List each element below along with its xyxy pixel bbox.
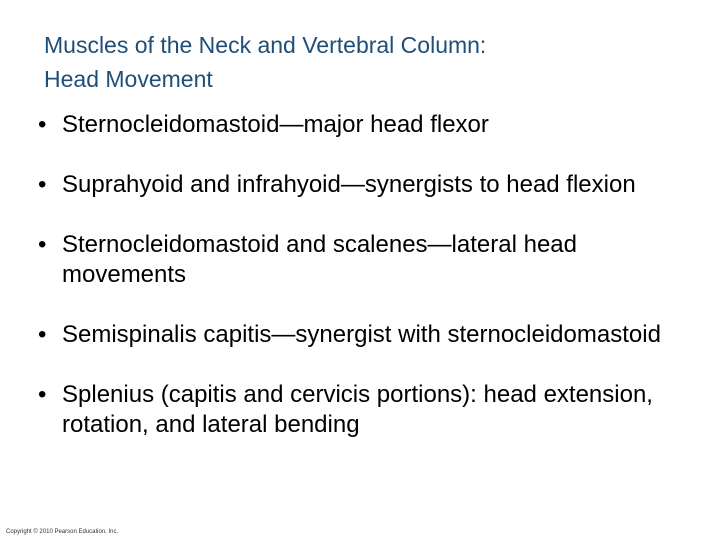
bullet-dot-icon: • [38, 111, 47, 138]
bullet-dot-icon: • [38, 231, 47, 258]
slide-title [44, 28, 684, 96]
bullet-text: Sternocleidomastoid and scalenes—lateral head movements [62, 231, 577, 288]
bullet-dot-icon: • [38, 321, 47, 348]
bullet-dot-icon: • [38, 381, 47, 408]
bullet-text: Semispinalis capitis—synergist with sternocleidomastoid [62, 321, 661, 348]
bullet-item [38, 110, 678, 140]
bullet-text: Sternocleidomastoid—major head flexor [62, 111, 489, 138]
copyright-notice: Copyright © 2010 Pearson Education, Inc. [6, 529, 119, 535]
bullet-text: Suprahyoid and infrahyoid—synergists to head flexion [62, 171, 636, 198]
bullet-dot-icon: • [38, 171, 47, 198]
bullet-item [38, 170, 678, 200]
slide-title-line-2: Head Movement [44, 66, 213, 92]
slide-title-line-1: Muscles of the Neck and Vertebral Column: [44, 32, 487, 58]
bullet-item [38, 380, 678, 440]
bullet-text: Splenius (capitis and cervicis portions): head extension, rotation, and lateral bending [62, 381, 653, 438]
bullet-item [38, 230, 678, 290]
bullet-item [38, 320, 678, 350]
bullet-list [38, 110, 678, 470]
